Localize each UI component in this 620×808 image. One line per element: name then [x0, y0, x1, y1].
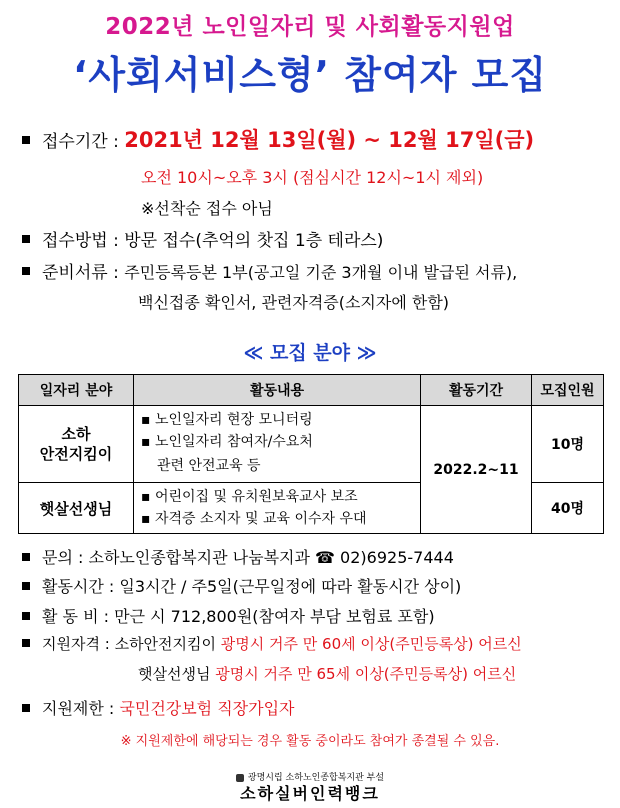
activity-time-row — [22, 574, 461, 597]
job-field-cell — [19, 406, 134, 483]
poster-title-line1: 2022년 노인일자리 및 사회활동지원업 — [105, 14, 515, 40]
intake-hours: 오전 10시~오후 3시 (점심시간 12시~1시 제외) — [141, 168, 484, 187]
table-header-count: 모집인원 — [532, 375, 604, 406]
list-item: ▪ 노인일자리 참여자/수요처 — [141, 431, 419, 453]
footer-org-small-text: 광명시립 소하노인종합복지관 부설 — [247, 773, 385, 783]
eligibility-line2-prefix: 햇살선생님 — [138, 665, 211, 683]
restriction-label: 지원제한 : — [42, 699, 115, 718]
list-item: ▪ 노인일자리 현장 모니터링 — [141, 409, 419, 431]
table-header-field: 일자리 분야 — [19, 375, 134, 406]
documents-row — [22, 258, 517, 283]
eligibility-line1-prefix: 소하안전지킴이 — [114, 635, 217, 653]
activity-time-label: 활동시간 : — [42, 577, 115, 596]
eligibility-label: 지원자격 : — [42, 635, 110, 653]
bullet-icon — [22, 612, 30, 620]
table-header-period: 활동기간 — [421, 375, 532, 406]
documents-line1: 주민등록등본 1부(공고일 기준 3개월 이내 발급된 서류), — [124, 263, 518, 282]
inquiry-row — [22, 545, 454, 568]
job-field-line2: 안전지킴이 — [39, 445, 113, 463]
activity-period-cell: 2022.2~11 — [421, 406, 532, 534]
documents-line2: 백신접종 확인서, 관련자격증(소지자에 한함) — [138, 293, 450, 312]
intake-method-row — [22, 226, 383, 251]
eligibility-line1-detail: 광명시 거주 만 60세 이상(주민등록상) 어르신 — [220, 635, 522, 653]
eligibility-row — [22, 633, 522, 654]
activity-pay-value: 만근 시 712,800원(참여자 부담 보험료 포함) — [114, 607, 435, 626]
intake-method-value: 방문 접수(추억의 찻집 1층 테라스) — [124, 231, 384, 251]
activity-content-cell — [134, 483, 421, 534]
list-item-continuation: 관련 안전교육 등 — [157, 458, 261, 474]
intake-note: ※선착순 접수 아님 — [141, 199, 273, 218]
inquiry-value: 소하노인종합복지관 나눔복지과 ☎ 02)6925-7444 — [88, 548, 454, 567]
footer-org-name: 소하실버인력뱅크 — [240, 784, 380, 803]
job-field-cell: 햇살선생님 — [19, 483, 134, 534]
poster-title-line2: ‘사회서비스형’ 참여자 모집 — [72, 53, 548, 97]
intake-period-label: 접수기간 : — [42, 132, 119, 152]
restriction-value: 국민건강보험 직장가입자 — [119, 699, 295, 718]
intake-period-dates: 2021년 12월 13일(월) ~ 12월 17일(금) — [124, 128, 535, 152]
table-header-row — [19, 375, 604, 406]
recruit-count-cell: 10명 — [532, 406, 604, 483]
bullet-icon — [22, 136, 30, 144]
bullet-icon — [22, 582, 30, 590]
list-item: ▪ 어린이집 및 유치원보육교사 보조 — [141, 486, 419, 508]
recruit-table — [18, 374, 604, 534]
bullet-icon — [22, 704, 30, 712]
activity-list — [135, 484, 419, 532]
list-item: ▪ 자격증 소지자 및 교육 이수자 우대 — [141, 508, 419, 530]
bullet-icon — [22, 235, 30, 243]
recruit-section-title: ≪ 모집 분야 ≫ — [243, 342, 377, 364]
activity-pay-row — [22, 604, 435, 627]
documents-label: 준비서류 : — [42, 263, 119, 283]
activity-list — [135, 407, 419, 455]
eligibility-line2 — [138, 663, 516, 684]
table-header-content: 활동내용 — [134, 375, 421, 406]
table-row — [19, 406, 604, 483]
bullet-icon — [22, 553, 30, 561]
bullet-icon — [22, 267, 30, 275]
activity-pay-label: 활 동 비 : — [42, 607, 110, 626]
restriction-row — [22, 696, 295, 719]
recruit-count-cell: 40명 — [532, 483, 604, 534]
activity-content-cell — [134, 406, 421, 483]
restriction-note: ※ 지원제한에 해당되는 경우 활동 중이라도 참여가 종결될 수 있음. — [120, 734, 500, 749]
activity-time-value: 일3시간 / 주5일(근무일정에 따라 활동시간 상이) — [119, 577, 462, 596]
bullet-icon — [22, 639, 30, 647]
intake-period-row — [22, 124, 534, 154]
inquiry-label: 문의 : — [42, 548, 84, 567]
intake-method-label: 접수방법 : — [42, 231, 119, 251]
eligibility-line2-detail: 광명시 거주 만 65세 이상(주민등록상) 어르신 — [215, 665, 517, 683]
job-field-line1: 소하 — [61, 425, 91, 443]
